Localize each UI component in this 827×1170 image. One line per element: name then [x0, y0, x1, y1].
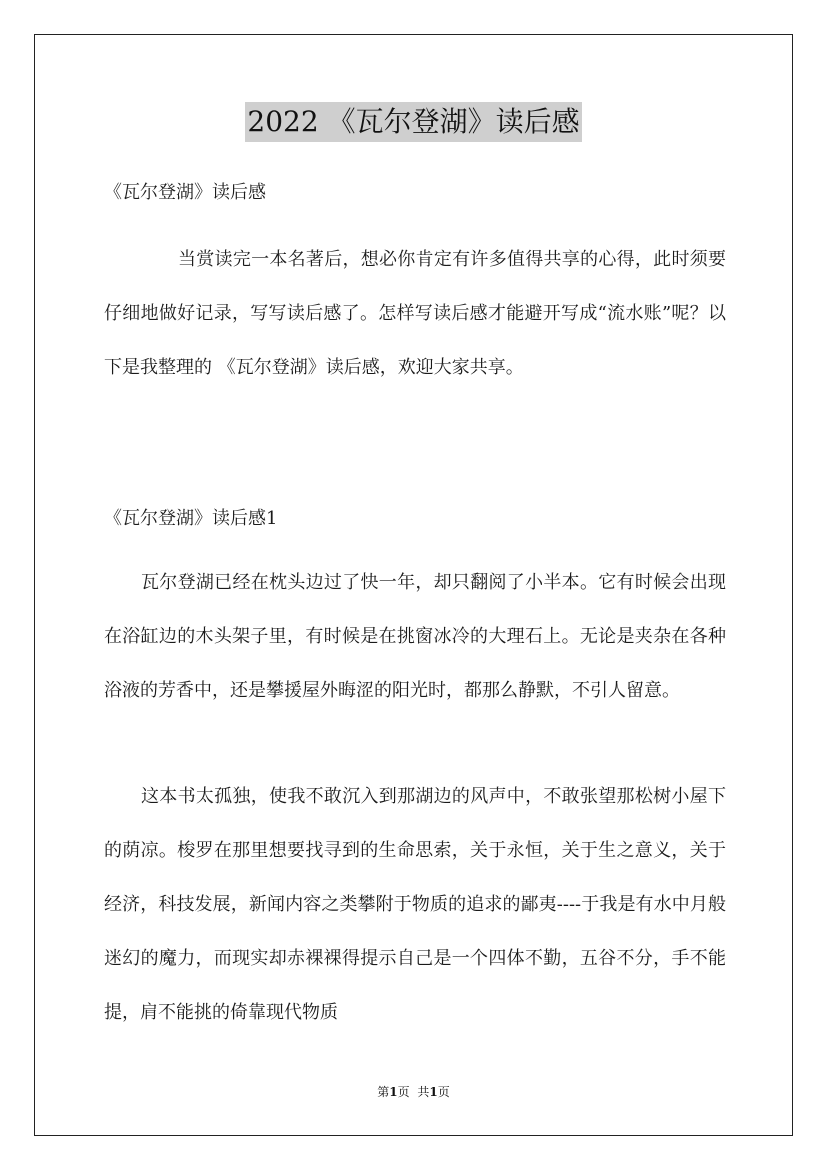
- body-paragraph-2: 这本书太孤独，使我不敢沉入到那湖边的风声中，不敢张望那松树小屋下的荫凉。梭罗在那里想要找寻到的生命思索，关于永恒，关于生之意义，关于经济，科技发展，新闻内容之类攀附于物质的追求的鄙夷----于我是有水中月般迷幻的魔力，而现实却赤裸裸得提示自己是一个四体不勤，五谷不分，手不能提，肩不能挑的倚靠现代物质: [104, 786, 726, 1023]
- section-heading: 《瓦尔登湖》读后感1: [104, 508, 278, 529]
- page-prefix: 第: [377, 1085, 390, 1099]
- total-prefix: 共: [417, 1085, 430, 1099]
- page-number: 1: [389, 1085, 398, 1099]
- total-suffix: 页: [437, 1085, 450, 1099]
- intro-paragraph: 当赏读完一本名著后，想必你肯定有许多值得共享的心得，此时须要仔细地做好记录，写写读后感了。怎样写读后感才能避开写成“流水账”呢？以下是我整理的 《瓦尔登湖》读后感，欢迎大家共享。: [104, 249, 726, 378]
- body-paragraph-1: 瓦尔登湖已经在枕头边过了快一年，却只翻阅了小半本。它有时候会出现在浴缸边的木头架子里，有时候是在挑窗冰冷的大理石上。无论是夹杂在各种浴液的芳香中，还是攀援屋外晦涩的阳光时，都那么静默，不引人留意。: [104, 572, 726, 701]
- title-container: [0, 102, 827, 142]
- page-footer: [0, 1083, 827, 1100]
- page-suffix: 页: [397, 1085, 410, 1099]
- document-title: 2022 《瓦尔登湖》读后感: [245, 102, 581, 142]
- document-subtitle: 《瓦尔登湖》读后感: [104, 182, 266, 203]
- total-pages: 1: [429, 1085, 438, 1099]
